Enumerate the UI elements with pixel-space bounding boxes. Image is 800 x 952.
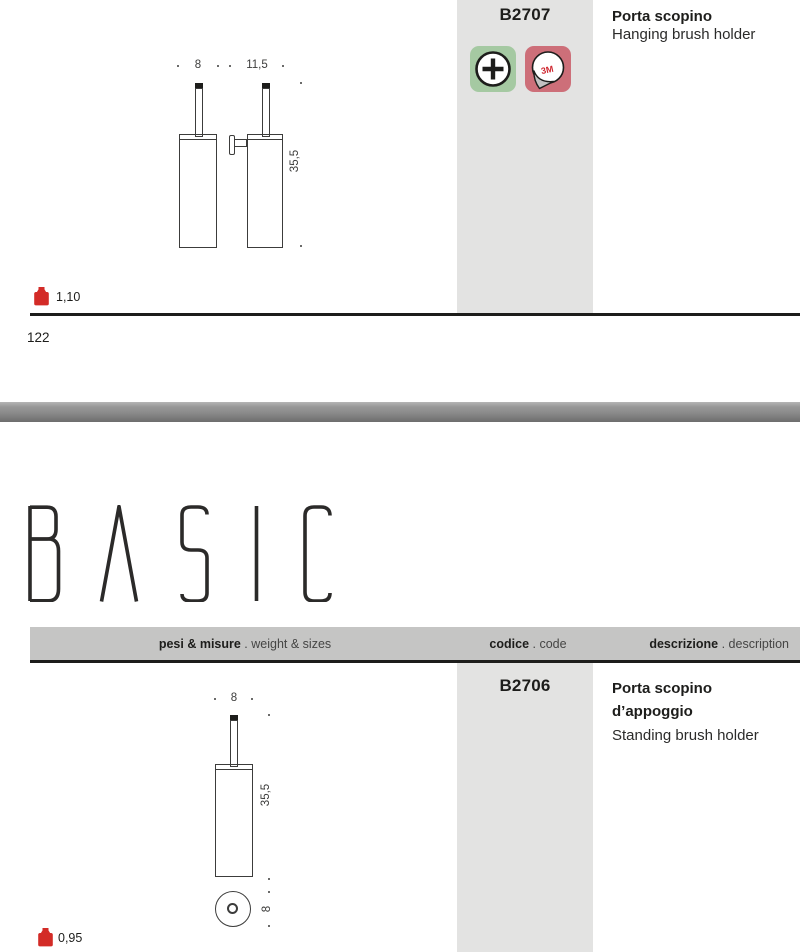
header-description	[649, 627, 789, 660]
header-measures-it: pesi & misure	[158, 637, 241, 651]
code-column-bottom	[457, 663, 593, 952]
dim-side-width: 11,5	[246, 59, 268, 71]
brush-handle-front	[195, 88, 203, 137]
header-code	[489, 627, 566, 660]
weight-icon	[37, 928, 54, 947]
header-description-en: . description	[718, 637, 789, 651]
dim-base-diameter: 8	[261, 905, 273, 913]
dim-tick	[214, 698, 216, 700]
header-measures-en: . weight & sizes	[240, 637, 332, 651]
product-name-it-line1: Porta scopino	[612, 680, 713, 697]
dim-tick	[268, 891, 270, 893]
product-name-en: Standing brush holder	[612, 727, 759, 744]
basic-logo-lettering	[28, 505, 332, 602]
product-name-it-line2: d’appoggio	[612, 703, 693, 720]
bracket-arm	[234, 139, 247, 147]
dim-tick	[229, 65, 231, 67]
product-code: B2707	[499, 5, 551, 24]
dim-tick	[251, 698, 253, 700]
holder-body	[215, 764, 253, 877]
brand-logo	[28, 505, 332, 607]
product-name-en: Hanging brush holder	[612, 26, 756, 43]
header-measures	[159, 627, 331, 660]
dim-tick	[300, 82, 302, 84]
adhesive-3m-icon	[525, 46, 571, 92]
holder-rim-line	[248, 135, 282, 140]
holder-rim-line	[180, 135, 216, 140]
brush-handle	[230, 720, 238, 767]
page-number: 122	[27, 330, 50, 345]
holder-base-center	[227, 903, 238, 914]
weight-value: 0,95	[58, 931, 83, 945]
product-name-it: Porta scopino	[612, 8, 713, 25]
table-header-bar	[30, 627, 800, 663]
dim-tick	[282, 65, 284, 67]
dim-tick	[268, 878, 270, 880]
header-description-it: descrizione	[649, 637, 719, 651]
holder-rim-line	[216, 765, 252, 770]
adhesive-3m-label: 3M	[540, 63, 555, 77]
dim-height: 35,5	[260, 783, 272, 807]
product-code: B2706	[499, 676, 551, 695]
dim-height: 35,5	[289, 149, 301, 173]
header-code-it: codice	[489, 637, 530, 651]
dim-tick	[268, 925, 270, 927]
row-separator-rule	[30, 313, 800, 316]
section-divider-bar	[0, 402, 800, 422]
dim-tick	[300, 245, 302, 247]
screw-mount-icon	[470, 46, 516, 92]
screw-head-icon	[470, 46, 516, 92]
dim-width: 8	[230, 692, 238, 704]
dim-tick	[268, 714, 270, 716]
weight-value: 1,10	[56, 290, 81, 304]
dim-front-width: 8	[194, 59, 202, 71]
sticker-peel-icon	[525, 46, 571, 92]
dim-tick	[177, 65, 179, 67]
holder-body-side	[247, 134, 283, 248]
holder-body-front	[179, 134, 217, 248]
brush-handle-side	[262, 88, 270, 137]
dim-tick	[217, 65, 219, 67]
weight-icon	[33, 287, 50, 306]
header-code-en: . code	[529, 637, 567, 651]
